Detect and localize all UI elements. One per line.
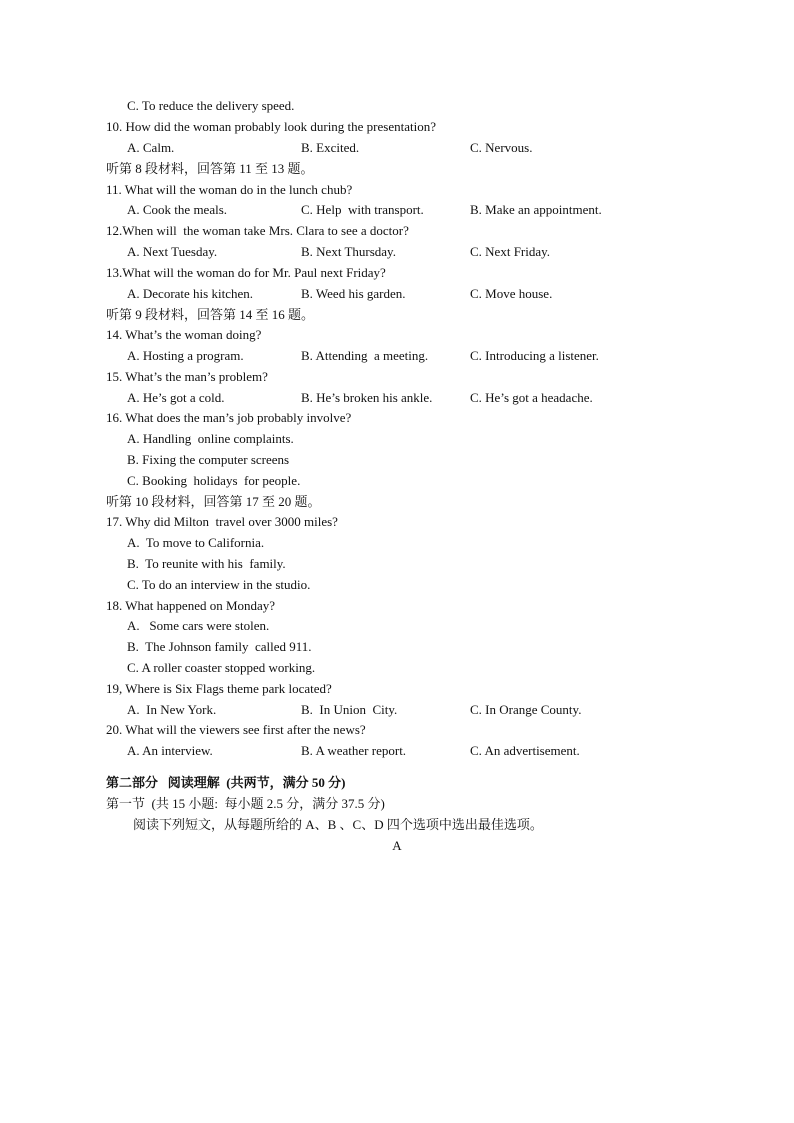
q12-option-b: B. Next Thursday.: [301, 244, 396, 259]
q16-question: 16. What does the man’s job probably involve?: [106, 410, 352, 425]
q12-question: 12.When will the woman take Mrs. Clara to see a doctor?: [106, 223, 409, 238]
q19-option-c: C. In Orange County.: [470, 702, 582, 717]
q12-option-a: A. Next Tuesday.: [127, 244, 218, 259]
q18-option-c: C. A roller coaster stopped working.: [127, 660, 316, 675]
reading-instruction: 阅读下列短文，从每题所给的 A、B 、C、D 四个选项中选出最佳选项。: [133, 817, 543, 832]
passage-label: A: [392, 838, 402, 853]
q11-option-1: A. Cook the meals.: [127, 202, 228, 217]
part2-heading: 第二部分 阅读理解 (共两节，满分 50 分): [106, 775, 346, 790]
q19-question: 19, Where is Six Flags theme park located?: [106, 681, 332, 696]
q15-option-a: A. He’s got a cold.: [127, 390, 225, 405]
q20-option-c: C. An advertisement.: [470, 743, 580, 758]
q13-option-b: B. Weed his garden.: [301, 286, 406, 301]
q14-question: 14. What’s the woman doing?: [106, 327, 262, 342]
q17-option-a: A. To move to California.: [127, 535, 265, 550]
section1-heading: 第一节 (共 15 小题: 每小题 2.5 分，满分 37.5 分): [106, 796, 385, 811]
q18-question: 18. What happened on Monday?: [106, 598, 276, 613]
q11-question: 11. What will the woman do in the lunch chub?: [106, 182, 353, 197]
q18-option-a: A. Some cars were stolen.: [127, 618, 270, 633]
q14-option-c: C. Introducing a listener.: [470, 348, 599, 363]
q20-option-a: A. An interview.: [127, 743, 213, 758]
q10-question: 10. How did the woman probably look during the presentation?: [106, 119, 436, 134]
q18-option-b: B. The Johnson family called 911.: [127, 639, 312, 654]
q16-option-a: A. Handling online complaints.: [127, 431, 294, 446]
q15-option-b: B. He’s broken his ankle.: [301, 390, 433, 405]
q10-option-c: C. Nervous.: [470, 140, 533, 155]
q16-option-c: C. Booking holidays for people.: [127, 473, 301, 488]
q14-option-a: A. Hosting a program.: [127, 348, 244, 363]
q13-question: 13.What will the woman do for Mr. Paul next Friday?: [106, 265, 386, 280]
q15-question: 15. What’s the man’s problem?: [106, 369, 268, 384]
material-10-instruction: 听第 10 段材料，回答第 17 至 20 题。: [106, 494, 321, 509]
q11-option-3: B. Make an appointment.: [470, 202, 602, 217]
q15-option-c: C. He’s got a headache.: [470, 390, 593, 405]
q12-option-c: C. Next Friday.: [470, 244, 551, 259]
q17-option-c: C. To do an interview in the studio.: [127, 577, 311, 592]
q17-option-b: B. To reunite with his family.: [127, 556, 286, 571]
material-8-instruction: 听第 8 段材料，回答第 11 至 13 题。: [106, 161, 314, 176]
q13-option-a: A. Decorate his kitchen.: [127, 286, 253, 301]
q17-question: 17. Why did Milton travel over 3000 miles?: [106, 514, 338, 529]
q20-option-b: B. A weather report.: [301, 743, 407, 758]
q14-option-b: B. Attending a meeting.: [301, 348, 429, 363]
q10-option-b: B. Excited.: [301, 140, 360, 155]
q13-option-c: C. Move house.: [470, 286, 553, 301]
material-9-instruction: 听第 9 段材料，回答第 14 至 16 题。: [106, 307, 315, 322]
q16-option-b: B. Fixing the computer screens: [127, 452, 290, 467]
q11-option-2: C. Help with transport.: [301, 202, 424, 217]
q19-option-b: B. In Union City.: [301, 702, 398, 717]
q20-question: 20. What will the viewers see first after the news?: [106, 722, 366, 737]
q9-option-c: C. To reduce the delivery speed.: [127, 98, 295, 113]
q10-option-a: A. Calm.: [127, 140, 175, 155]
q19-option-a: A. In New York.: [127, 702, 217, 717]
